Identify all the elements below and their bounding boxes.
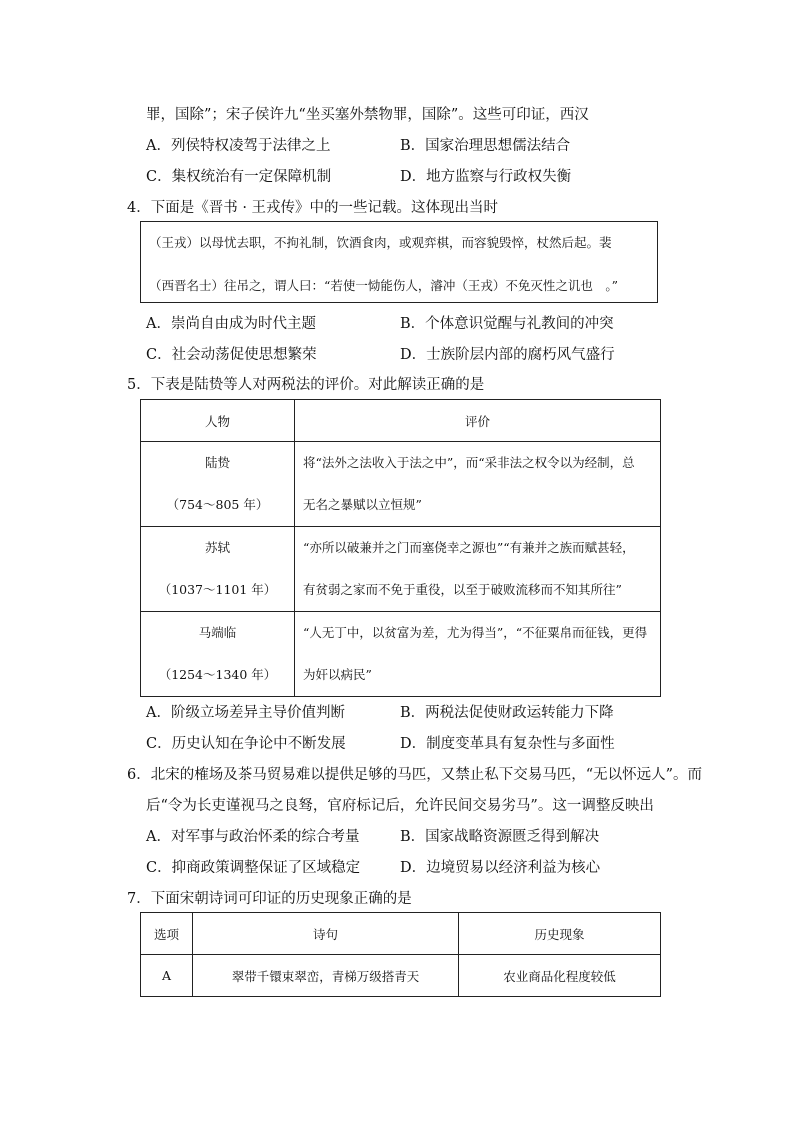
q5-stem: 5．下表是陆贽等人对两税法的评价。对此解读正确的是 [127,377,485,393]
q5-row-person [141,527,295,612]
q3-option-a[interactable]: A．列侯特权凌驾于法律之上 [146,138,331,154]
q4-option-b[interactable]: B．个体意识觉醒与礼教间的冲突 [400,316,614,332]
q5-row-evaluation [295,612,661,697]
q5-table [140,399,661,697]
q6-option-d[interactable]: D．边境贸易以经济利益为核心 [400,860,601,876]
q7-row-option: A [141,955,193,997]
evaluation-line: 为奸以病民” [303,667,372,682]
q6-option-a[interactable]: A．对军事与政治怀柔的综合考量 [146,829,360,845]
q7-table [140,912,661,997]
table-row [141,527,661,612]
q3-option-d[interactable]: D．地方监察与行政权失衡 [400,169,572,185]
q4-quote-line-1: （王戎）以母忧去职，不拘礼制，饮酒食肉，或观弈棋，而容貌毁悴，杖然后起。裴 [149,235,612,250]
q5-row-person [141,612,295,697]
q7-row-poem: 翠带千镮束翠峦，青梯万级搭青天 [193,955,459,997]
q4-quote-box [140,221,658,303]
q4-option-a[interactable]: A．崇尚自由成为时代主题 [146,316,316,332]
person-years: （1254～1340 年） [158,667,277,682]
q5-row-evaluation [295,527,661,612]
person-name: 马端临 [198,625,237,640]
q6-stem-line-1: 6．北宋的榷场及茶马贸易难以提供足够的马匹，又禁止私下交易马匹，“无以怀远人”。而 [127,767,703,783]
evaluation-line: “人无丁中，以贫富为差，尤为得当”，“不征粟帛而征钱，更得 [303,625,648,640]
q5-header-evaluation: 评价 [295,400,661,442]
person-name: 苏轼 [204,540,230,555]
q5-option-a[interactable]: A．阶级立场差异主导价值判断 [146,705,345,721]
evaluation-line: “亦所以破兼并之门而塞侥幸之源也”“有兼并之族而赋甚轻， [303,540,635,555]
person-years: （1037～1101 年） [158,582,277,597]
q3-stem-tail: 罪，国除”；宋子侯许九“坐买塞外禁物罪，国除”。这些可印证，西汉 [146,107,589,123]
q5-header-person: 人物 [141,400,295,442]
q6-option-c[interactable]: C．抑商政策调整保证了区域稳定 [146,860,361,876]
table-row [141,612,661,697]
q4-quote-line-2: （西晋名士）往吊之，谓人曰：“若使一恸能伤人，濬冲（王戎）不免灭性之讥也 。” [149,278,619,293]
table-row [141,442,661,527]
q7-row-phenomenon: 农业商品化程度较低 [459,955,661,997]
q6-option-b[interactable]: B．国家战略资源匮乏得到解决 [400,829,600,845]
q5-option-c[interactable]: C．历史认知在争论中不断发展 [146,736,346,752]
evaluation-line: 有贫弱之家而不免于重役，以至于破败流移而不知其所往” [303,582,622,597]
table-row [141,955,661,997]
evaluation-line: 无名之暴赋以立恒规” [303,497,422,512]
q4-stem: 4．下面是《晋书 · 王戎传》中的一些记载。这体现出当时 [127,200,499,216]
person-years: （754～805 年） [166,497,269,512]
q5-table-header [141,400,661,442]
q7-table-header [141,913,661,955]
q5-row-evaluation [295,442,661,527]
q5-row-person [141,442,295,527]
q5-option-b[interactable]: B．两税法促使财政运转能力下降 [400,705,614,721]
q5-option-d[interactable]: D．制度变革具有复杂性与多面性 [400,736,615,752]
q3-option-c[interactable]: C．集权统治有一定保障机制 [146,169,332,185]
q4-option-c[interactable]: C．社会动荡促使思想繁荣 [146,347,317,363]
q7-header-poem: 诗句 [193,913,459,955]
q7-header-option: 选项 [141,913,193,955]
evaluation-line: 将“法外之法收入于法之中”，而“采非法之权令以为经制，总 [303,455,635,470]
person-name: 陆贽 [204,455,230,470]
q6-stem-line-2: 后“令为长吏谨视马之良驽，官府标记后，允许民间交易劣马”。这一调整反映出 [146,798,654,814]
q7-stem: 7．下面宋朝诗词可印证的历史现象正确的是 [127,891,412,907]
q3-option-b[interactable]: B．国家治理思想儒法结合 [400,138,571,154]
q4-option-d[interactable]: D．士族阶层内部的腐朽风气盛行 [400,347,615,363]
q7-header-phenomenon: 历史现象 [459,913,661,955]
